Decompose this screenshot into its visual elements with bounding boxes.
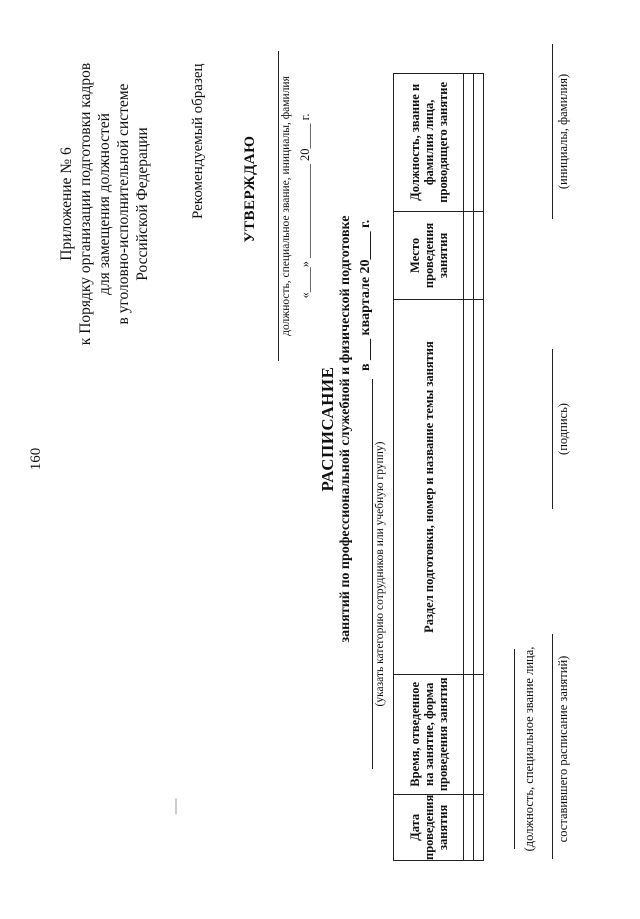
- appendix-block: [58, 54, 153, 354]
- table-cell: [474, 300, 484, 675]
- approval-caption: должность, специальное звание, инициалы, фамилия: [280, 76, 292, 336]
- table-cell: [474, 74, 484, 212]
- approval-title: УТВЕРЖДАЮ: [242, 135, 258, 243]
- table-cell: [474, 674, 484, 794]
- signature-caption: (подпись): [556, 403, 570, 455]
- table-cell: [464, 211, 474, 300]
- document-subtitle: занятий по профессиональной служебной и физической подготовке: [338, 215, 353, 643]
- quarter-line: в ___ квартале 20____ г.: [358, 219, 373, 371]
- approval-signature-line: [278, 51, 279, 361]
- signatory-caption-1: (должность, специальное звание лица,: [522, 646, 536, 852]
- table-cell: [464, 794, 474, 860]
- appendix-line: к Порядку организации подготовки кадров: [77, 62, 94, 346]
- group-caption: (указать категорию сотрудников или учебную группу): [374, 441, 386, 707]
- table-cell: [464, 674, 474, 794]
- header-time: Время, отведенное на занятие, форма проведения занятия: [394, 674, 464, 794]
- appendix-line: Российской Федерации: [134, 127, 151, 281]
- header-date: Дата проведения занятия: [394, 794, 464, 860]
- sample-label: Рекомендуемый образец: [190, 63, 206, 219]
- appendix-line: Приложение № 6: [58, 147, 75, 261]
- scan-mark: [176, 799, 177, 815]
- signatory-caption-2: составившего расписание занятий): [556, 655, 570, 843]
- appendix-line: в уголовно-исполнительной системе: [115, 83, 132, 325]
- signatory-line-2: [552, 634, 553, 859]
- document-title: РАСПИСАНИЕ: [318, 366, 337, 492]
- name-caption: (инициалы, фамилия): [556, 73, 570, 190]
- table-cell: [474, 211, 484, 300]
- table-row: [464, 74, 474, 861]
- table-cell: [474, 794, 484, 860]
- table-row: [474, 74, 484, 861]
- group-blank-line: [372, 379, 373, 769]
- schedule-table: [393, 73, 484, 861]
- table-header-row: [394, 74, 464, 861]
- approval-date-line: «____» _______________ 20____ г.: [298, 113, 312, 299]
- appendix-line: для замещения должностей: [96, 113, 113, 295]
- signature-line: [552, 349, 553, 509]
- header-topic: Раздел подготовки, номер и название темы занятия: [394, 300, 464, 675]
- table-cell: [464, 74, 474, 212]
- signatory-line: [514, 649, 515, 849]
- header-place: Место проведения занятия: [394, 211, 464, 300]
- header-instructor: Должность, звание и фамилия лица, проводящего занятие: [394, 74, 464, 212]
- name-line: [552, 44, 553, 219]
- page-number: 160: [28, 447, 44, 471]
- table-cell: [464, 300, 474, 675]
